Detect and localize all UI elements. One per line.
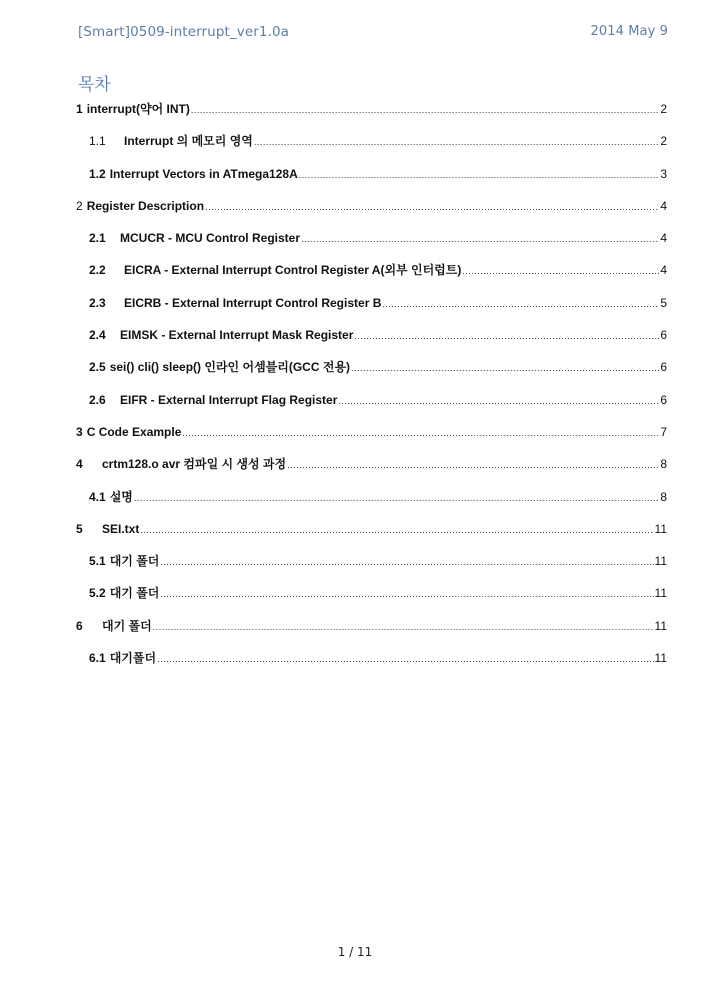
toc-entry[interactable]: [76, 615, 667, 647]
toc-entry[interactable]: [76, 259, 667, 291]
toc-entry-title: 대기 폴더: [109, 554, 160, 569]
toc-entry-number: 2.1: [89, 231, 106, 246]
toc-leader-dots: [140, 519, 653, 541]
toc-entry-title: Interrupt Vectors in ATmega128A: [109, 166, 298, 181]
toc-leader-dots: [301, 228, 659, 250]
toc-leader-dots: [160, 551, 653, 573]
toc-leader-dots: [157, 648, 653, 670]
toc-entry-page: 8: [660, 457, 667, 472]
toc-entry[interactable]: [76, 356, 667, 388]
toc-leader-dots: [153, 616, 654, 638]
toc-entry[interactable]: [76, 453, 667, 485]
toc-entry-page: 11: [654, 554, 667, 569]
toc-entry-number: 5.1: [89, 554, 106, 569]
toc-entry-title: C Code Example: [86, 424, 182, 439]
toc-entry[interactable]: [76, 195, 667, 227]
toc-leader-dots: [182, 422, 659, 444]
toc-entry[interactable]: [76, 582, 667, 614]
toc-entry-number: 4.1: [89, 489, 106, 504]
document-name: [Smart]0509-interrupt_ver1.0a: [78, 24, 290, 40]
toc-leader-dots: [354, 325, 659, 347]
toc-entry-page: 4: [660, 231, 667, 246]
toc-entry[interactable]: [76, 389, 667, 421]
toc-entry-page: 11: [654, 651, 667, 666]
document-date: 2014 May 9: [590, 24, 668, 39]
toc-leader-dots: [160, 583, 653, 605]
toc-entry-page: 11: [654, 586, 667, 601]
toc-entry[interactable]: [76, 163, 667, 195]
toc-entry-page: 2: [660, 134, 667, 149]
toc-entry-number: 1.2: [89, 166, 106, 181]
toc-entry-number: 2.6: [89, 392, 106, 407]
toc-entry-title: MCUCR - MCU Control Register: [120, 231, 300, 246]
toc-entry[interactable]: [76, 130, 667, 162]
toc-entry-page: 2: [660, 102, 667, 116]
toc-leader-dots: [382, 293, 659, 315]
toc-entry-number: 1.1: [89, 134, 106, 149]
toc-entry-number: 1: [76, 102, 83, 116]
toc-entry-page: 8: [660, 489, 667, 504]
toc-entry-number: 6.1: [89, 651, 106, 666]
toc-entry-title: sei() cli() sleep() 인라인 어셈블리(GCC 전용): [109, 360, 351, 375]
toc-entry-title: crtm128.o avr 컴파일 시 생성 과정: [102, 457, 287, 472]
toc-entry-page: 6: [660, 392, 667, 407]
toc-entry-number: 2.2: [89, 263, 106, 278]
toc-entry-page: 4: [660, 198, 667, 213]
toc-entry-page: 6: [660, 360, 667, 375]
toc-entry-title: 대기 폴더: [109, 586, 160, 601]
toc-entry-title: EIFR - External Interrupt Flag Register: [120, 392, 338, 407]
toc-leader-dots: [287, 454, 659, 476]
toc-entry-number: 5.2: [89, 586, 106, 601]
toc-entry-page: 11: [654, 521, 667, 536]
toc-entry-page: 4: [660, 263, 667, 278]
page-number: 1 / 11: [337, 945, 373, 959]
toc-entry-page: 11: [654, 618, 667, 633]
page-header: [78, 24, 668, 44]
toc-entry-title: Register Description: [86, 198, 205, 213]
toc-entry-number: 3: [76, 424, 83, 439]
toc-entry-page: 7: [660, 424, 667, 439]
toc-entry-number: 2: [76, 198, 83, 213]
toc-title: 목차: [78, 75, 111, 95]
toc-entry-number: 2.5: [89, 360, 106, 375]
toc-leader-dots: [191, 99, 659, 121]
toc-entry-number: 4: [76, 457, 83, 472]
toc-entry-number: 2.3: [89, 295, 106, 310]
toc-entry-page: 5: [660, 295, 667, 310]
toc-entry-title: Interrupt 의 메모리 영역: [124, 134, 253, 149]
toc-entry[interactable]: [76, 324, 667, 356]
toc-entry-title: 대기 폴더: [102, 618, 152, 633]
toc-entry[interactable]: [76, 227, 667, 259]
toc-entry-title: EIMSK - External Interrupt Mask Register: [120, 328, 354, 343]
toc-entry[interactable]: [76, 647, 667, 679]
toc-leader-dots: [462, 260, 659, 282]
toc-entry[interactable]: [76, 518, 667, 550]
toc-entry[interactable]: [76, 421, 667, 453]
toc-entry-number: 6: [76, 618, 83, 633]
toc-entry-number: 5: [76, 521, 83, 536]
toc-entry-title: SEI.txt: [102, 521, 140, 536]
toc-entry-title: 설명: [109, 489, 133, 504]
toc-leader-dots: [205, 196, 659, 218]
toc-entry-title: 대기폴더: [109, 651, 157, 666]
toc-entry[interactable]: [76, 486, 667, 518]
toc-entry-title: interrupt(약어 INT): [86, 102, 190, 116]
toc-entry[interactable]: [76, 550, 667, 582]
toc-entry-page: 3: [660, 166, 667, 181]
toc-leader-dots: [254, 131, 659, 153]
toc-entry[interactable]: [76, 292, 667, 324]
toc-entry[interactable]: [76, 98, 667, 130]
toc-entry-number: 2.4: [89, 328, 106, 343]
toc-leader-dots: [338, 390, 659, 412]
toc-entry-title: EICRA - External Interrupt Control Register A(외부 인터럽트): [124, 263, 462, 278]
toc-leader-dots: [134, 487, 659, 509]
toc-leader-dots: [299, 164, 660, 186]
toc-entry-page: 6: [660, 328, 667, 343]
table-of-contents: [76, 98, 667, 679]
toc-leader-dots: [351, 357, 659, 379]
toc-entry-title: EICRB - External Interrupt Control Register B: [124, 295, 382, 310]
